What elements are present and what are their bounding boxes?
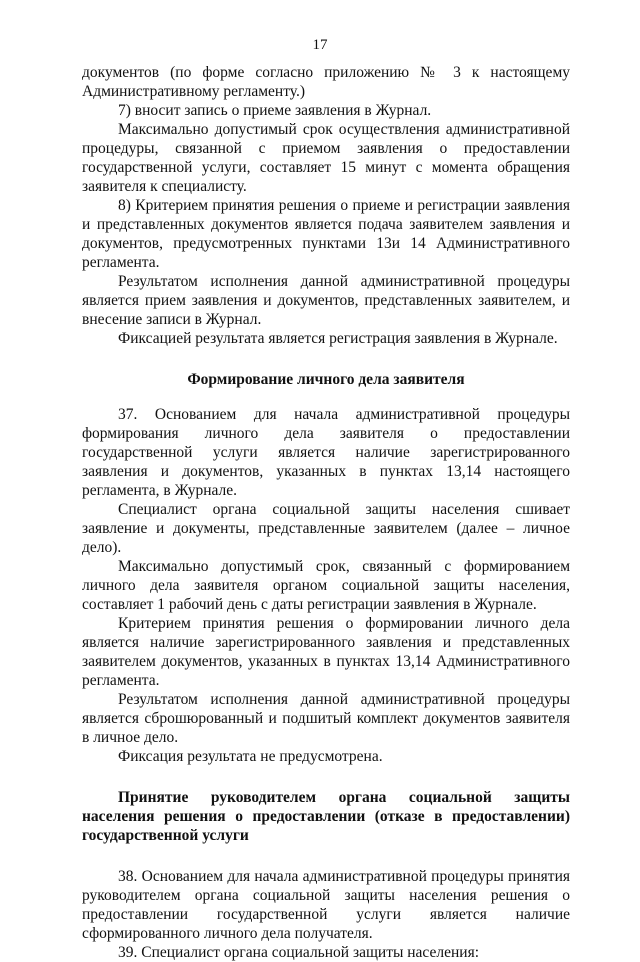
paragraph: 8) Критерием принятия решения о приеме и регистрации заявления и представленных документов является подача заявителем заявления и документов, предусмотренных пунктами 13и 14 Административного регламента. xyxy=(82,197,570,271)
paragraph: Результатом исполнения данной административной процедуры является прием заявления и документов, представленных заявителем, и внесение записи в Журнал. xyxy=(82,273,570,328)
paragraph: Максимально допустимый срок, связанный с формированием личного дела заявителя органом социальной защиты населения, составляет 1 рабочий день с даты регистрации заявления в Журнале. xyxy=(82,558,570,613)
section-heading: Формирование личного дела заявителя xyxy=(187,371,465,388)
paragraph: Фиксацией результата является регистрация заявления в Журнале. xyxy=(118,330,558,347)
section-heading: Принятие руководителем органа социальной защиты населения решения о предоставлении (отказе в предоставлении) государственной услуги xyxy=(82,789,570,844)
paragraph: Максимально допустимый срок осуществления административной процедуры, связанной с приемом заявления о предоставлении государственной услуги, составляет 15 минут с момента обращения заявителя к специалисту. xyxy=(82,121,570,195)
paragraph: Специалист органа социальной защиты населения сшивает заявление и документы, представленные заявителем (далее – личное дело). xyxy=(82,501,570,556)
paragraph: 39. Специалист органа социальной защиты населения: xyxy=(118,944,480,961)
paragraph: 38. Основанием для начала административной процедуры принятия руководителем органа социальной защиты населения решения о предоставлении государственной услуги является наличие сформированного личного дела получателя. xyxy=(82,868,570,942)
paragraph: 7) вносит запись о приеме заявления в Журнал. xyxy=(118,102,432,119)
paragraph: Критерием принятия решения о формировании личного дела является наличие зарегистрированного заявления и представленных заявителем документов, указанных в пунктах 13,14 Административного регламента. xyxy=(82,615,570,689)
paragraph: документов (по форме согласно приложению № 3 к настоящему Административному регламенту.) xyxy=(82,64,570,100)
page-number: 17 xyxy=(312,37,328,53)
paragraph: Результатом исполнения данной административной процедуры является сброшюрованный и подшитый комплект документов заявителя в личное дело. xyxy=(82,691,570,746)
paragraph: 37. Основанием для начала административной процедуры формирования личного дела заявителя о предоставлении государственной услуги является наличие зарегистрированного заявления и документов, указанных в пунктах 13,14 настоящего регламента, в Журнале. xyxy=(82,406,570,499)
paragraph: Фиксация результата не предусмотрена. xyxy=(118,748,383,765)
page-content xyxy=(82,63,570,962)
